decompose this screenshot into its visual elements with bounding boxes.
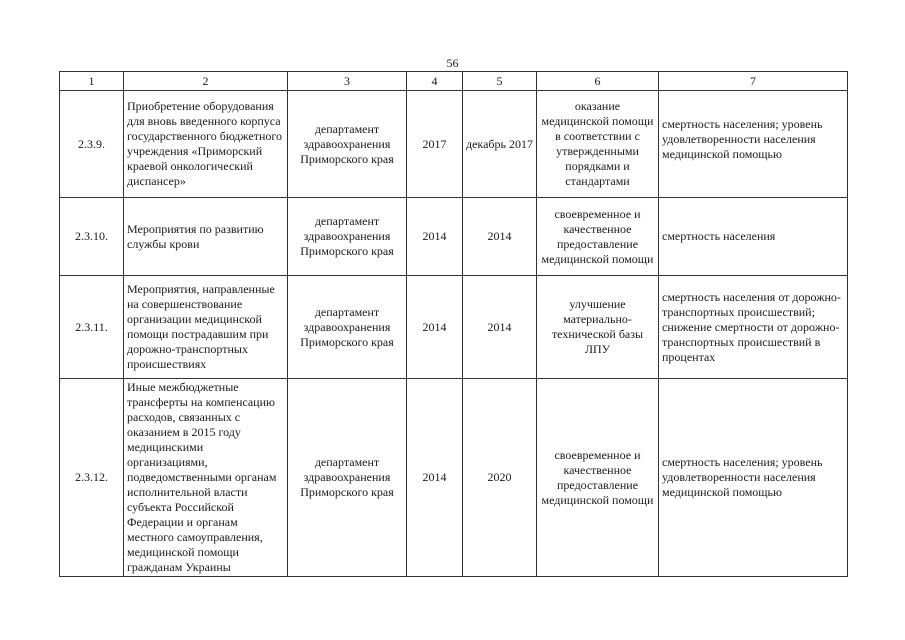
table-row	[60, 379, 848, 577]
measure-name: Приобретение оборудования для вновь введенного корпуса государственного бюджетного учреждения «Приморский краевой онкологический диспансер»	[124, 91, 288, 198]
executor: департамент здравоохранения Приморского края	[288, 379, 407, 577]
column-header: 5	[463, 72, 537, 91]
expected-result: своевременное и качественное предоставление медицинской помощи	[537, 198, 659, 276]
executor: департамент здравоохранения Приморского края	[288, 198, 407, 276]
row-number: 2.3.10.	[60, 198, 124, 276]
column-header-row	[60, 72, 848, 91]
page-number: 56	[446, 56, 459, 70]
target-indicator: смертность населения; уровень удовлетворенности населения медицинской помощью	[659, 91, 848, 198]
expected-result: улучшение материально-технической базы ЛПУ	[537, 276, 659, 379]
measure-name: Иные межбюджетные трансферты на компенсацию расходов, связанных с оказанием в 2015 году медицинскими организациями, подведомственными органам исполнительной власти субъекта Российской Федерации и органам местного самоуправления, медицинской помощи гражданам Украины	[124, 379, 288, 577]
column-header: 1	[60, 72, 124, 91]
measure-name: Мероприятия по развитию службы крови	[124, 198, 288, 276]
table-row	[60, 276, 848, 379]
expected-result: своевременное и качественное предоставление медицинской помощи	[537, 379, 659, 577]
column-header: 6	[537, 72, 659, 91]
row-number: 2.3.9.	[60, 91, 124, 198]
end-date: 2014	[463, 276, 537, 379]
column-header: 2	[124, 72, 288, 91]
column-header: 4	[407, 72, 463, 91]
table-row	[60, 198, 848, 276]
measure-name: Мероприятия, направленные на совершенствование организации медицинской помощи пострадавшим при дорожно-транспортных происшествиях	[124, 276, 288, 379]
start-year: 2014	[407, 198, 463, 276]
end-date: 2014	[463, 198, 537, 276]
target-indicator: смертность населения	[659, 198, 848, 276]
target-indicator: смертность населения; уровень удовлетворенности населения медицинской помощью	[659, 379, 848, 577]
column-header: 7	[659, 72, 848, 91]
column-header: 3	[288, 72, 407, 91]
start-year: 2014	[407, 276, 463, 379]
row-number: 2.3.11.	[60, 276, 124, 379]
start-year: 2014	[407, 379, 463, 577]
executor: департамент здравоохранения Приморского края	[288, 276, 407, 379]
row-number: 2.3.12.	[60, 379, 124, 577]
expected-result: оказание медицинской помощи в соответствии с утвержденными порядками и стандартами	[537, 91, 659, 198]
executor: департамент здравоохранения Приморского края	[288, 91, 407, 198]
table-row	[60, 91, 848, 198]
start-year: 2017	[407, 91, 463, 198]
end-date: декабрь 2017	[463, 91, 537, 198]
end-date: 2020	[463, 379, 537, 577]
target-indicator: смертность населения от дорожно-транспортных происшествий; снижение смертности от дорожно-транспортных происшествий в процентах	[659, 276, 848, 379]
measures-table	[59, 71, 848, 577]
